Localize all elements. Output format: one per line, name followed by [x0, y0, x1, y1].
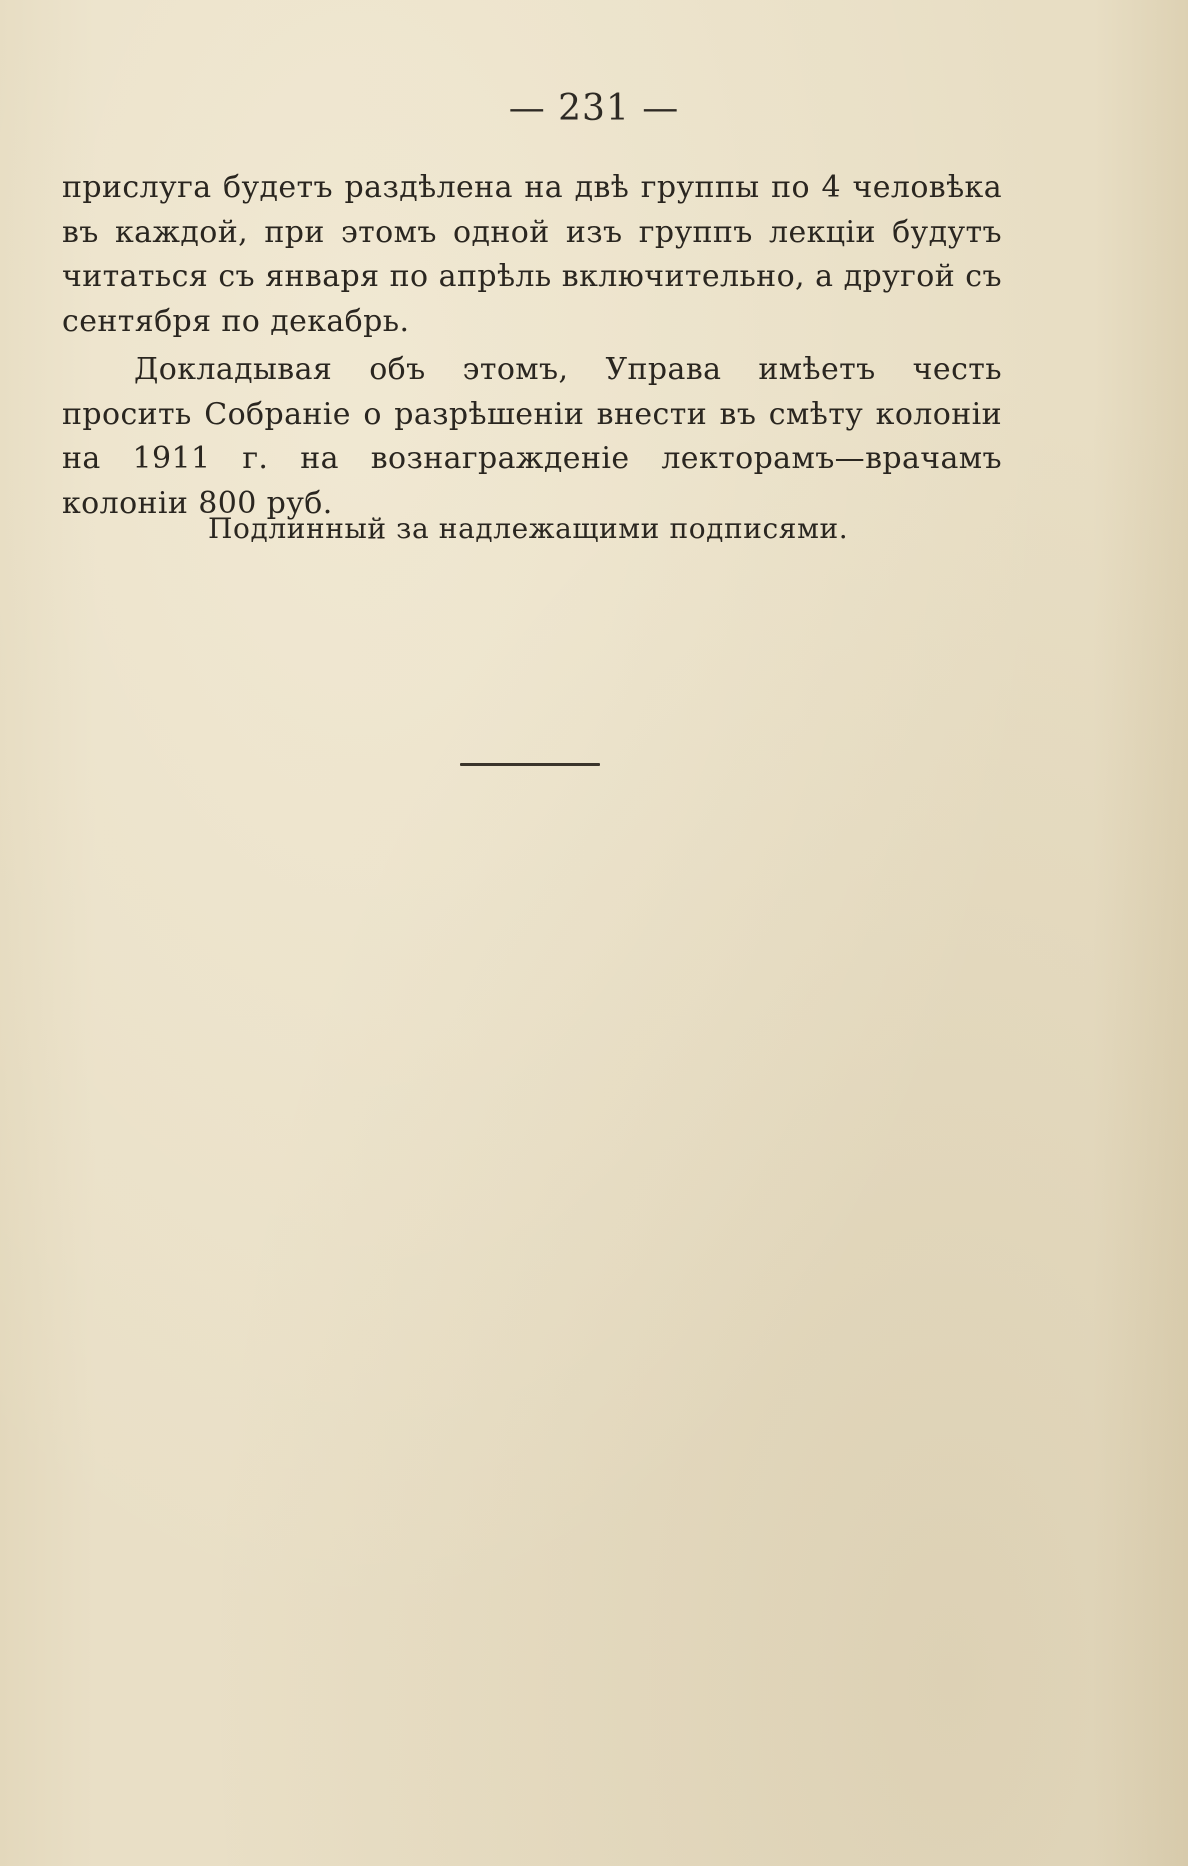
body-text [62, 166, 1002, 526]
page-number: — 231 — [508, 88, 680, 129]
signature-note: Подлинный за надлежащими подписями. [208, 512, 849, 545]
paragraph-1: прислуга будетъ раздѣлена на двѣ группы по 4 человѣка въ каждой, при этомъ одной изъ группъ лекціи будутъ читаться съ января по апрѣль включительно, а другой съ сентября по декабрь. [62, 170, 1002, 339]
paragraph-2: Докладывая объ этомъ, Управа имѣетъ честь просить Собраніе о разрѣшеніи внести въ смѣту колоніи на 1911 г. на вознагражденіе лекторамъ—врачамъ колоніи 800 руб. [62, 352, 1002, 521]
section-divider [460, 763, 600, 766]
